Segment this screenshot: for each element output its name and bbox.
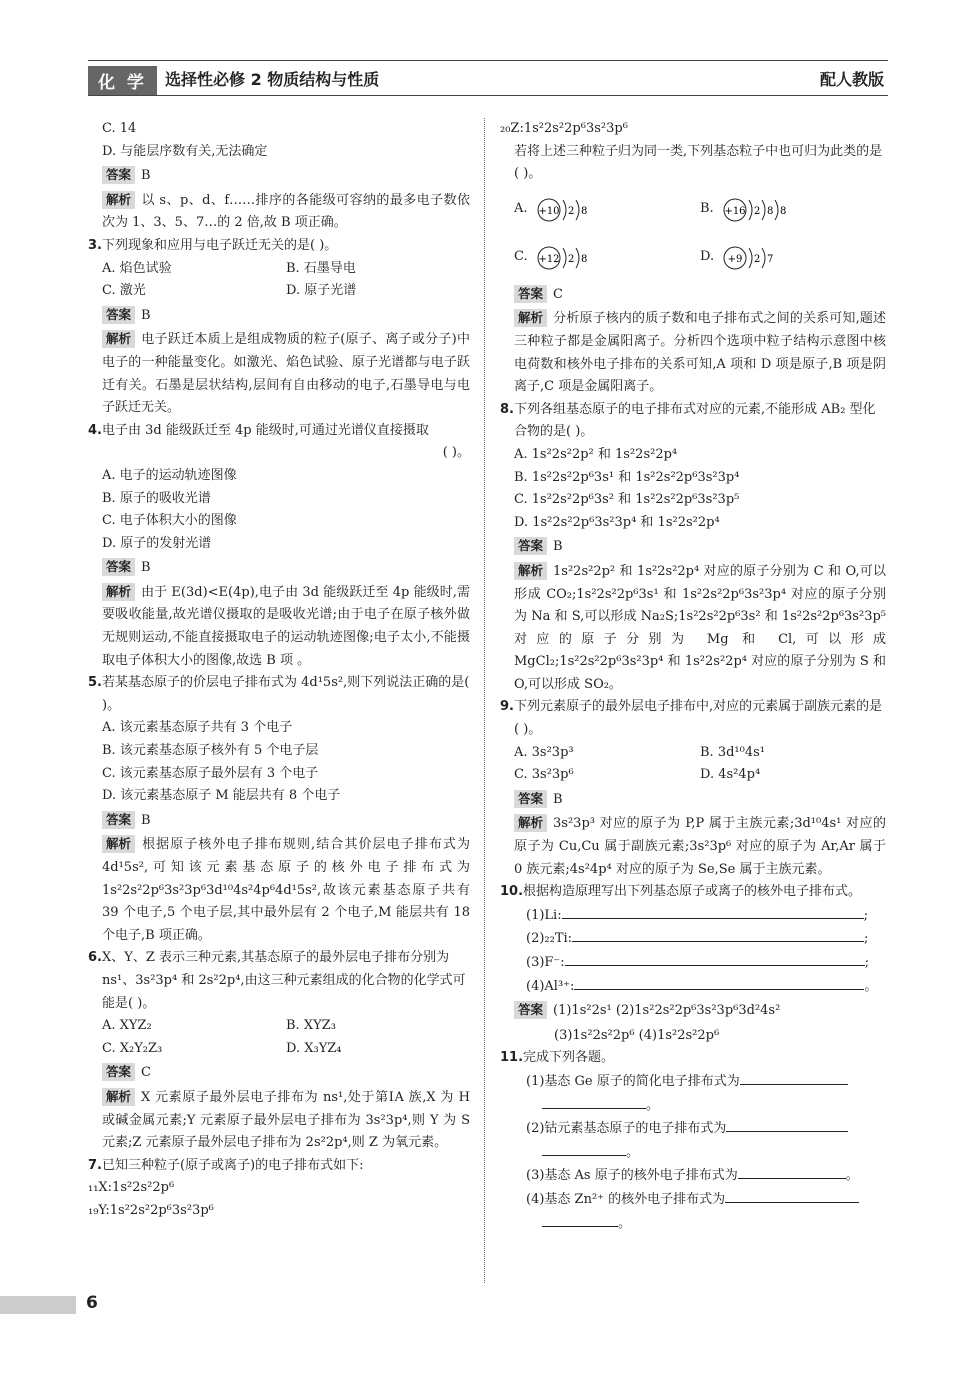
column-divider: [484, 118, 485, 1283]
analysis-6: 解析 X 元素原子最外层电子排布为 ns¹,处于第ⅠA 族,X 为 H 或碱金属元素;Y 元素原子最外层电子排布为 3s²3p⁴,则 Y 为 S 元素;Z 元素原子最外层电子排布为 2s²2p⁴,则 Z 为氧元素。: [102, 1088, 470, 1151]
q11-item-2-cont: 。: [500, 1141, 886, 1165]
q4-bracket: ( )。: [442, 445, 470, 461]
q11-item-1: (1)基态 Ge 原子的简化电子排布式为: [500, 1070, 886, 1094]
question-8: 8.下列各组基态原子的电子排布式对应的元素,不能形成 AB₂ 型化合物的是( )。: [500, 401, 876, 440]
option-d: D. 与能层序数有关,无法确定: [102, 143, 268, 159]
svg-text:8: 8: [580, 205, 587, 217]
q10-item-4: (4)Al³⁺: 。: [500, 975, 886, 999]
svg-text:8: 8: [580, 253, 587, 265]
question-5: 5.若某基态原子的价层电子排布式为 4d¹5s²,则下列说法正确的是( )。: [88, 675, 470, 713]
q9-options-row1: A. 3s²3p³ B. 3d¹⁰4s¹: [514, 744, 765, 760]
atom-structure-diagram-d: [722, 241, 802, 275]
page-header: [88, 60, 888, 96]
q7-option-a: A. +10 2 8: [514, 186, 700, 234]
analysis-3: 解析 电子跃迁本质上是组成物质的粒子(原子、离子或分子)中电子的一种能量变化。如激光、焰色试验、原子光谱都与电子跃迁有关。石墨是层状结构,层间有自由移动的电子,石墨导电与电子跃迁无关。: [102, 331, 470, 416]
answer-blank[interactable]: [572, 927, 864, 942]
answer-tag: 答案: [102, 166, 135, 184]
answer-9: 答案 B: [500, 789, 886, 812]
q5-option-a: A. 该元素基态原子共有 3 个电子: [102, 720, 293, 736]
answer-5: 答案 B: [88, 810, 470, 833]
answer-6: 答案 C: [88, 1062, 470, 1085]
atom-structure-diagram-a: [536, 193, 616, 227]
answer-blank[interactable]: [574, 975, 864, 990]
question-3: 3.下列现象和应用与电子跃迁无关的是( )。: [88, 237, 338, 253]
svg-text:+16: +16: [724, 205, 746, 217]
answer-blank[interactable]: [740, 1070, 848, 1085]
answer-blank[interactable]: [562, 904, 864, 919]
analysis-8: 解析 1s²2s²2p² 和 1s²2s²2p⁴ 对应的原子分别为 C 和 O,可以形成 CO₂;1s²2s²2p⁶3s¹ 和 1s²2s²2p⁶3s²3p⁴ 对应的原子分别为 Na 和 S,可以形成 Na₂S;1s²2s²2p⁶3s² 和 1s²2s²2p⁶3s²3p⁵ 对应的原子分别为 Mg 和 Cl,可以形成 MgCl₂;1s²2s²2p⁶3s²3p⁴ 和 1s²2s²2p⁴ 对应的原子分别为 S 和 O,可以形成 SO₂。: [514, 562, 886, 692]
q4-option-a: A. 电子的运动轨迹图像: [102, 467, 237, 483]
svg-text:+9: +9: [727, 253, 743, 265]
answer-blank[interactable]: [542, 1141, 626, 1156]
question-11: 11.完成下列各题。: [500, 1050, 615, 1066]
answer-blank[interactable]: [542, 1212, 618, 1227]
q7-particle-y: ₁₉Y:1s²2s²2p⁶3s²3p⁶: [88, 1202, 214, 1218]
answer-2: 答案 B: [88, 165, 470, 188]
q9-options-row2: C. 3s²3p⁶ D. 4s²4p⁴: [514, 767, 761, 783]
question-7: 7.已知三种粒子(原子或离子)的电子排布式如下:: [88, 1157, 364, 1173]
q10-item-1: (1)Li: ;: [500, 904, 886, 928]
answer-blank[interactable]: [565, 951, 865, 966]
q7-atom-options: [500, 186, 886, 282]
q10-item-3: (3)F⁻: ;: [500, 951, 886, 975]
answer-10-line2: (3)1s²2s²2p⁶ (4)1s²2s²2p⁶: [554, 1027, 720, 1043]
analysis-9: 解析 3s²3p³ 对应的原子为 P,P 属于主族元素;3d¹⁰4s¹ 对应的原子为 Cu,Cu 属于副族元素;3s²3p⁶ 对应的原子为 Ar,Ar 属于 0 族元素;4s²4p⁴ 对应的原子为 Se,Se 属于主族元素。: [514, 815, 886, 877]
svg-text:7: 7: [767, 253, 774, 265]
answer-8: 答案 B: [500, 536, 886, 559]
question-4: 4.电子由 3d 能级跃迁至 4p 能级时,可通过光谱仪直接摄取: [88, 422, 429, 438]
q10-item-2: (2)₂₂Ti: ;: [500, 927, 886, 951]
q4-option-c: C. 电子体积大小的图像: [102, 513, 237, 529]
svg-text:2: 2: [753, 205, 761, 217]
q3-options-row2: C. 激光 D. 原子光谱: [102, 283, 357, 299]
svg-text:+12: +12: [538, 253, 560, 265]
q11-item-3: (3)基态 As 原子的核外电子排布式为 。: [500, 1164, 886, 1188]
answer-blank[interactable]: [542, 1094, 646, 1109]
subject-label: 化 学: [88, 66, 157, 95]
q11-item-4-cont: 。: [500, 1212, 886, 1236]
svg-text:8: 8: [779, 205, 787, 217]
q5-option-d: D. 该元素基态原子 M 能层共有 8 个电子: [102, 788, 341, 804]
q7-option-d: D. +9 2 7: [700, 234, 886, 282]
option-c: C. 14: [102, 121, 137, 136]
edition-label: 配人教版: [819, 70, 884, 89]
q7-option-b: B. +16 2 8 8: [700, 186, 886, 234]
page-number-bar: [0, 1296, 76, 1314]
q6-options-row1: A. XYZ₂ B. XYZ₃: [102, 1018, 336, 1034]
svg-text:+10: +10: [537, 205, 560, 217]
svg-text:2: 2: [567, 253, 574, 265]
analysis-5: 解析 根据原子核外电子排布规则,结合其价层电子排布式为 4d¹5s²,可知该元素基态原子的核外电子排布式为 1s²2s²2p⁶3s²3p⁶3d¹⁰4s²4p⁶4d¹5s²,故该元素基态原子共有 39 个电子,5 个电子层,其中最外层有 2 个电子,M 能层共有 18 个电子,B 项正确。: [102, 836, 470, 943]
question-10: 10.根据构造原理写出下列基态原子或离子的核外电子排布式。: [500, 884, 862, 900]
analysis-2: 解析 以 s、p、d、f……排序的各能级可容纳的最多电子数依次为 1、3、5、7…的 2 倍,故 B 项正确。: [102, 191, 470, 231]
analysis-tag: 解析: [102, 191, 135, 209]
q8-option-d: D. 1s²2s²2p⁶3s²3p⁴ 和 1s²2s²2p⁴: [514, 514, 720, 530]
q8-option-c: C. 1s²2s²2p⁶3s² 和 1s²2s²2p⁶3s²3p⁵: [514, 492, 740, 508]
question-6: 6.X、Y、Z 表示三种元素,其基态原子的最外层电子排布分别为 ns¹、3s²3p⁴ 和 2s²2p⁴,由这三种元素组成的化合物的化学式可能是( )。: [88, 950, 466, 1011]
q5-option-c: C. 该元素基态原子最外层有 3 个电子: [102, 765, 319, 781]
analysis-7: 解析 分析原子核内的质子数和电子排布式之间的关系可知,题述三种粒子都是金属阳离子。分析四个选项中粒子结构示意图中核电荷数和核外电子排布的关系可知,A 项和 D 项是原子,B 项是阴离子,C 项是金属阳离子。: [514, 310, 886, 395]
answer-4: 答案 B: [88, 557, 470, 580]
q7-particle-z: ₂₀Z:1s²2s²2p⁶3s²3p⁶: [500, 121, 628, 136]
question-9: 9.下列元素原子的最外层电子排布中,对应的元素属于副族元素的是( )。: [500, 699, 883, 738]
page-number: 6: [86, 1293, 98, 1313]
answer-blank[interactable]: [738, 1164, 846, 1179]
q3-options-row1: A. 焰色试验 B. 石墨导电: [102, 260, 356, 276]
q4-option-d: D. 原子的发射光谱: [102, 535, 212, 551]
analysis-4: 解析 由于 E(3d)<E(4p),电子由 3d 能级跃迁至 4p 能级时,需要吸收能量,故光谱仪摄取的是吸收光谱;由于电子在原子核外做无规则运动,不能直接摄取电子的运动轨迹图像;电子太小,不能摄取电子体积大小的图像,故选 B 项 。: [102, 583, 470, 668]
svg-text:8: 8: [766, 205, 774, 217]
book-title: 选择性必修 2 物质结构与性质: [165, 70, 380, 89]
q6-options-row2: C. X₂Y₂Z₃ D. X₃YZ₄: [102, 1040, 342, 1056]
svg-text:2: 2: [754, 253, 761, 265]
q8-option-b: B. 1s²2s²2p⁶3s¹ 和 1s²2s²2p⁶3s²3p⁴: [514, 469, 740, 485]
svg-text:2: 2: [567, 205, 574, 217]
q11-item-2: (2)钴元素基态原子的电子排布式为: [500, 1117, 886, 1141]
q7-continuation: 若将上述三种粒子归为同一类,下列基态粒子中也可归为此类的是( )。: [514, 143, 883, 182]
q5-option-b: B. 该元素基态原子核外有 5 个电子层: [102, 743, 319, 759]
answer-blank[interactable]: [725, 1188, 859, 1203]
q7-option-c: C. +12 2 8: [514, 234, 700, 282]
answer-10: 答案 (1)1s²2s¹ (2)1s²2s²2p⁶3s²3p⁶3d²4s²: [500, 1000, 886, 1023]
q7-particle-x: ₁₁X:1s²2s²2p⁶: [88, 1180, 175, 1196]
q11-item-1-cont: 。: [500, 1094, 886, 1118]
answer-3: 答案 B: [88, 305, 470, 328]
right-column: [500, 118, 886, 1235]
atom-structure-diagram-c: [536, 241, 616, 275]
atom-structure-diagram-b: [722, 193, 812, 227]
q11-item-4: (4)基态 Zn²⁺ 的核外电子排布式为: [500, 1188, 886, 1212]
left-column: [88, 118, 470, 1223]
answer-7: 答案 C: [500, 284, 886, 307]
q4-option-b: B. 原子的吸收光谱: [102, 490, 211, 506]
answer-blank[interactable]: [726, 1117, 848, 1132]
q8-option-a: A. 1s²2s²2p² 和 1s²2s²2p⁴: [514, 446, 678, 462]
